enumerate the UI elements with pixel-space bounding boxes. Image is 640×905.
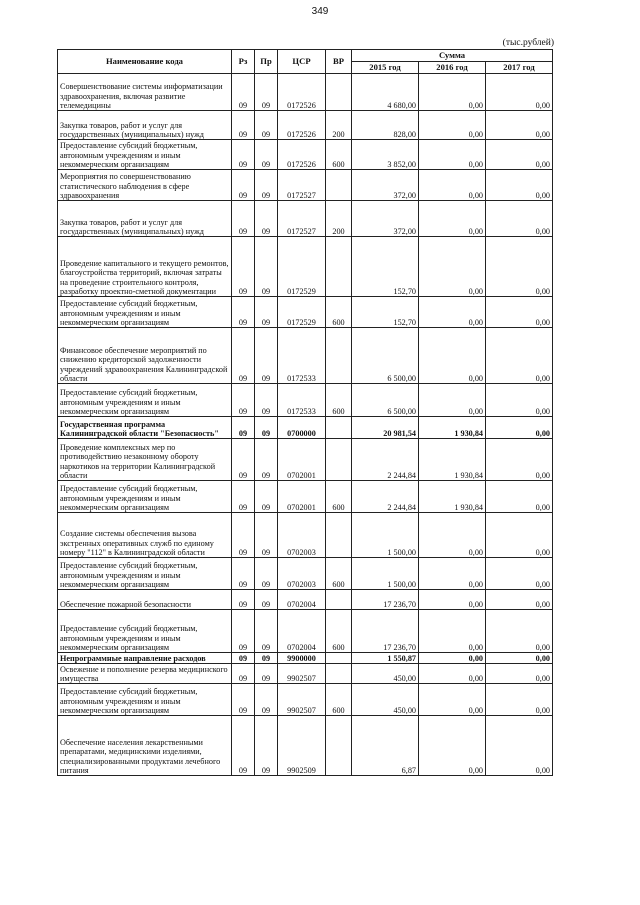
row-pr-cell: 09: [255, 417, 278, 439]
row-rz-cell: 09: [232, 297, 255, 328]
header-2015: 2015 год: [352, 62, 419, 74]
table-row: [58, 439, 553, 481]
row-name-cell: Обеспечение населения лекарственными препаратами, медицинскими изделиями, специализированными продуктами лечебного питания: [58, 716, 232, 776]
row-csr-cell: 9902507: [278, 684, 326, 716]
row-2015-cell: 20 981,54: [352, 417, 419, 439]
row-pr-cell: 09: [255, 513, 278, 558]
row-2016-cell: 0,00: [419, 328, 486, 384]
table-row: [58, 610, 553, 653]
row-2016-cell: 0,00: [419, 684, 486, 716]
row-2016-cell: 0,00: [419, 653, 486, 664]
row-pr-cell: 09: [255, 74, 278, 111]
row-rz-cell: 09: [232, 610, 255, 653]
row-pr-cell: 09: [255, 384, 278, 417]
row-csr-cell: 0172526: [278, 74, 326, 111]
row-2017-cell: 0,00: [486, 684, 553, 716]
table-row: [58, 297, 553, 328]
table-row: [58, 170, 553, 201]
row-2016-cell: 0,00: [419, 237, 486, 297]
row-pr-cell: 09: [255, 664, 278, 684]
row-2017-cell: 0,00: [486, 74, 553, 111]
row-pr-cell: 09: [255, 140, 278, 170]
row-vr-cell: [326, 417, 352, 439]
row-2017-cell: 0,00: [486, 140, 553, 170]
row-name-cell: Создание системы обеспечения вызова экстренных оперативных служб по единому номеру "112" в Калининградской области: [58, 513, 232, 558]
row-rz-cell: 09: [232, 170, 255, 201]
table-row: [58, 558, 553, 590]
row-pr-cell: 09: [255, 481, 278, 513]
header-vr: ВР: [326, 50, 352, 74]
row-2017-cell: 0,00: [486, 664, 553, 684]
row-csr-cell: 0172527: [278, 170, 326, 201]
row-name-cell: Предоставление субсидий бюджетным, автономным учреждениям и иным некоммерческим организациям: [58, 684, 232, 716]
row-2017-cell: 0,00: [486, 481, 553, 513]
row-rz-cell: 09: [232, 684, 255, 716]
row-2015-cell: 152,70: [352, 237, 419, 297]
row-2015-cell: 2 244,84: [352, 481, 419, 513]
header-name: Наименование кода: [58, 50, 232, 74]
table-row: [58, 590, 553, 610]
row-rz-cell: 09: [232, 111, 255, 140]
row-2015-cell: 6 500,00: [352, 328, 419, 384]
table-row: [58, 684, 553, 716]
row-vr-cell: 600: [326, 481, 352, 513]
row-pr-cell: 09: [255, 201, 278, 237]
row-rz-cell: 09: [232, 590, 255, 610]
row-rz-cell: 09: [232, 558, 255, 590]
row-2015-cell: 828,00: [352, 111, 419, 140]
row-name-cell: Проведение капитального и текущего ремонтов, благоустройства территорий, включая затраты на проведение строительного контроля, разработку проектно-сметной документации: [58, 237, 232, 297]
row-vr-cell: [326, 513, 352, 558]
units-label: (тыс.рублей): [502, 38, 554, 48]
row-2015-cell: 372,00: [352, 170, 419, 201]
row-name-cell: Освежение и пополнение резерва медицинского имущества: [58, 664, 232, 684]
row-2017-cell: 0,00: [486, 513, 553, 558]
row-2015-cell: 2 244,84: [352, 439, 419, 481]
row-2017-cell: 0,00: [486, 610, 553, 653]
row-vr-cell: 600: [326, 140, 352, 170]
row-vr-cell: [326, 439, 352, 481]
row-vr-cell: [326, 653, 352, 664]
row-2017-cell: 0,00: [486, 237, 553, 297]
row-2017-cell: 0,00: [486, 297, 553, 328]
row-2016-cell: 1 930,84: [419, 481, 486, 513]
row-rz-cell: 09: [232, 653, 255, 664]
row-name-cell: Предоставление субсидий бюджетным, автономным учреждениям и иным некоммерческим организациям: [58, 297, 232, 328]
row-2016-cell: 0,00: [419, 664, 486, 684]
table-row: [58, 201, 553, 237]
table-row: [58, 237, 553, 297]
row-vr-cell: 600: [326, 610, 352, 653]
row-2017-cell: 0,00: [486, 417, 553, 439]
row-name-cell: Совершенствование системы информатизации здравоохранения, включая развитие телемедицины: [58, 74, 232, 111]
table-row: [58, 513, 553, 558]
row-pr-cell: 09: [255, 170, 278, 201]
table-row: [58, 417, 553, 439]
table-body: [58, 74, 553, 776]
row-name-cell: Финансовое обеспечение мероприятий по снижению кредиторской задолженности учреждений здравоохранения Калининградской области: [58, 328, 232, 384]
row-2016-cell: 0,00: [419, 513, 486, 558]
row-2015-cell: 152,70: [352, 297, 419, 328]
row-csr-cell: 0172533: [278, 384, 326, 417]
row-2015-cell: 1 550,87: [352, 653, 419, 664]
row-2017-cell: 0,00: [486, 558, 553, 590]
row-pr-cell: 09: [255, 653, 278, 664]
row-2017-cell: 0,00: [486, 111, 553, 140]
row-csr-cell: 0702001: [278, 439, 326, 481]
row-vr-cell: [326, 716, 352, 776]
row-name-cell: Обеспечение пожарной безопасности: [58, 590, 232, 610]
header-2017: 2017 год: [486, 62, 553, 74]
row-name-cell: Закупка товаров, работ и услуг для государственных (муниципальных) нужд: [58, 201, 232, 237]
row-2015-cell: 3 852,00: [352, 140, 419, 170]
row-2015-cell: 450,00: [352, 684, 419, 716]
row-2017-cell: 0,00: [486, 590, 553, 610]
header-csr: ЦСР: [278, 50, 326, 74]
row-pr-cell: 09: [255, 610, 278, 653]
row-vr-cell: 600: [326, 684, 352, 716]
row-2017-cell: 0,00: [486, 439, 553, 481]
row-vr-cell: 200: [326, 111, 352, 140]
row-csr-cell: 0702001: [278, 481, 326, 513]
page-number: 349: [311, 6, 329, 17]
row-name-cell: Закупка товаров, работ и услуг для государственных (муниципальных) нужд: [58, 111, 232, 140]
row-vr-cell: [326, 590, 352, 610]
row-2015-cell: 1 500,00: [352, 558, 419, 590]
row-2016-cell: 0,00: [419, 558, 486, 590]
row-csr-cell: 0172526: [278, 111, 326, 140]
row-2015-cell: 372,00: [352, 201, 419, 237]
table-row: [58, 111, 553, 140]
row-vr-cell: 600: [326, 384, 352, 417]
row-csr-cell: 0702004: [278, 590, 326, 610]
row-rz-cell: 09: [232, 481, 255, 513]
row-2017-cell: 0,00: [486, 170, 553, 201]
row-2015-cell: 17 236,70: [352, 610, 419, 653]
row-pr-cell: 09: [255, 237, 278, 297]
row-2015-cell: 6,87: [352, 716, 419, 776]
row-csr-cell: 0702004: [278, 610, 326, 653]
row-rz-cell: 09: [232, 328, 255, 384]
row-pr-cell: 09: [255, 111, 278, 140]
row-pr-cell: 09: [255, 590, 278, 610]
table-row: [58, 328, 553, 384]
row-name-cell: Мероприятия по совершенствованию статистического наблюдения в сфере здравоохранения: [58, 170, 232, 201]
row-name-cell: Предоставление субсидий бюджетным, автономным учреждениям и иным некоммерческим организациям: [58, 384, 232, 417]
row-rz-cell: 09: [232, 201, 255, 237]
row-2015-cell: 17 236,70: [352, 590, 419, 610]
row-name-cell: Предоставление субсидий бюджетным, автономным учреждениям и иным некоммерческим организациям: [58, 481, 232, 513]
row-vr-cell: [326, 664, 352, 684]
row-2016-cell: 0,00: [419, 610, 486, 653]
row-csr-cell: 9902509: [278, 716, 326, 776]
row-rz-cell: 09: [232, 74, 255, 111]
row-csr-cell: 0172533: [278, 328, 326, 384]
row-2016-cell: 0,00: [419, 384, 486, 417]
row-rz-cell: 09: [232, 513, 255, 558]
row-2016-cell: 0,00: [419, 74, 486, 111]
row-rz-cell: 09: [232, 439, 255, 481]
row-pr-cell: 09: [255, 684, 278, 716]
row-2016-cell: 0,00: [419, 111, 486, 140]
row-csr-cell: 0700000: [278, 417, 326, 439]
row-rz-cell: 09: [232, 417, 255, 439]
header-pr: Пр: [255, 50, 278, 74]
row-name-cell: Предоставление субсидий бюджетным, автономным учреждениям и иным некоммерческим организациям: [58, 558, 232, 590]
row-2016-cell: 0,00: [419, 716, 486, 776]
row-pr-cell: 09: [255, 716, 278, 776]
table-row: [58, 716, 553, 776]
row-2015-cell: 1 500,00: [352, 513, 419, 558]
row-2016-cell: 0,00: [419, 201, 486, 237]
row-csr-cell: 0172526: [278, 140, 326, 170]
row-name-cell: Предоставление субсидий бюджетным, автономным учреждениям и иным некоммерческим организациям: [58, 610, 232, 653]
row-pr-cell: 09: [255, 558, 278, 590]
header-rz: Рз: [232, 50, 255, 74]
row-csr-cell: 0172529: [278, 237, 326, 297]
budget-table: [57, 49, 553, 776]
row-name-cell: Государственная программа Калининградской области "Безопасность": [58, 417, 232, 439]
table-row: [58, 481, 553, 513]
row-rz-cell: 09: [232, 237, 255, 297]
row-vr-cell: [326, 170, 352, 201]
row-2015-cell: 4 680,00: [352, 74, 419, 111]
row-2016-cell: 0,00: [419, 140, 486, 170]
row-rz-cell: 09: [232, 664, 255, 684]
table-row: [58, 140, 553, 170]
row-csr-cell: 0172529: [278, 297, 326, 328]
row-csr-cell: 0702003: [278, 558, 326, 590]
table-row: [58, 384, 553, 417]
row-name-cell: Непрограммные направление расходов: [58, 653, 232, 664]
row-2017-cell: 0,00: [486, 328, 553, 384]
row-pr-cell: 09: [255, 297, 278, 328]
table-row: [58, 664, 553, 684]
row-vr-cell: [326, 328, 352, 384]
row-2016-cell: 1 930,84: [419, 417, 486, 439]
row-csr-cell: 0702003: [278, 513, 326, 558]
row-2015-cell: 450,00: [352, 664, 419, 684]
row-vr-cell: 600: [326, 297, 352, 328]
row-pr-cell: 09: [255, 328, 278, 384]
row-name-cell: Проведение комплексных мер по противодействию незаконному обороту наркотиков на территории Калининградской области: [58, 439, 232, 481]
header-sum: Сумма: [352, 50, 553, 62]
row-rz-cell: 09: [232, 140, 255, 170]
row-2017-cell: 0,00: [486, 201, 553, 237]
table-row: [58, 653, 553, 664]
row-2015-cell: 6 500,00: [352, 384, 419, 417]
row-pr-cell: 09: [255, 439, 278, 481]
row-2017-cell: 0,00: [486, 653, 553, 664]
row-csr-cell: 9902507: [278, 664, 326, 684]
row-vr-cell: [326, 74, 352, 111]
row-vr-cell: 600: [326, 558, 352, 590]
row-rz-cell: 09: [232, 384, 255, 417]
row-2016-cell: 0,00: [419, 170, 486, 201]
row-2017-cell: 0,00: [486, 384, 553, 417]
row-2017-cell: 0,00: [486, 716, 553, 776]
header-2016: 2016 год: [419, 62, 486, 74]
row-csr-cell: 0172527: [278, 201, 326, 237]
row-2016-cell: 0,00: [419, 590, 486, 610]
row-csr-cell: 9900000: [278, 653, 326, 664]
row-2016-cell: 1 930,84: [419, 439, 486, 481]
row-rz-cell: 09: [232, 716, 255, 776]
row-vr-cell: [326, 237, 352, 297]
row-name-cell: Предоставление субсидий бюджетным, автономным учреждениям и иным некоммерческим организациям: [58, 140, 232, 170]
table-row: [58, 74, 553, 111]
row-vr-cell: 200: [326, 201, 352, 237]
row-2016-cell: 0,00: [419, 297, 486, 328]
